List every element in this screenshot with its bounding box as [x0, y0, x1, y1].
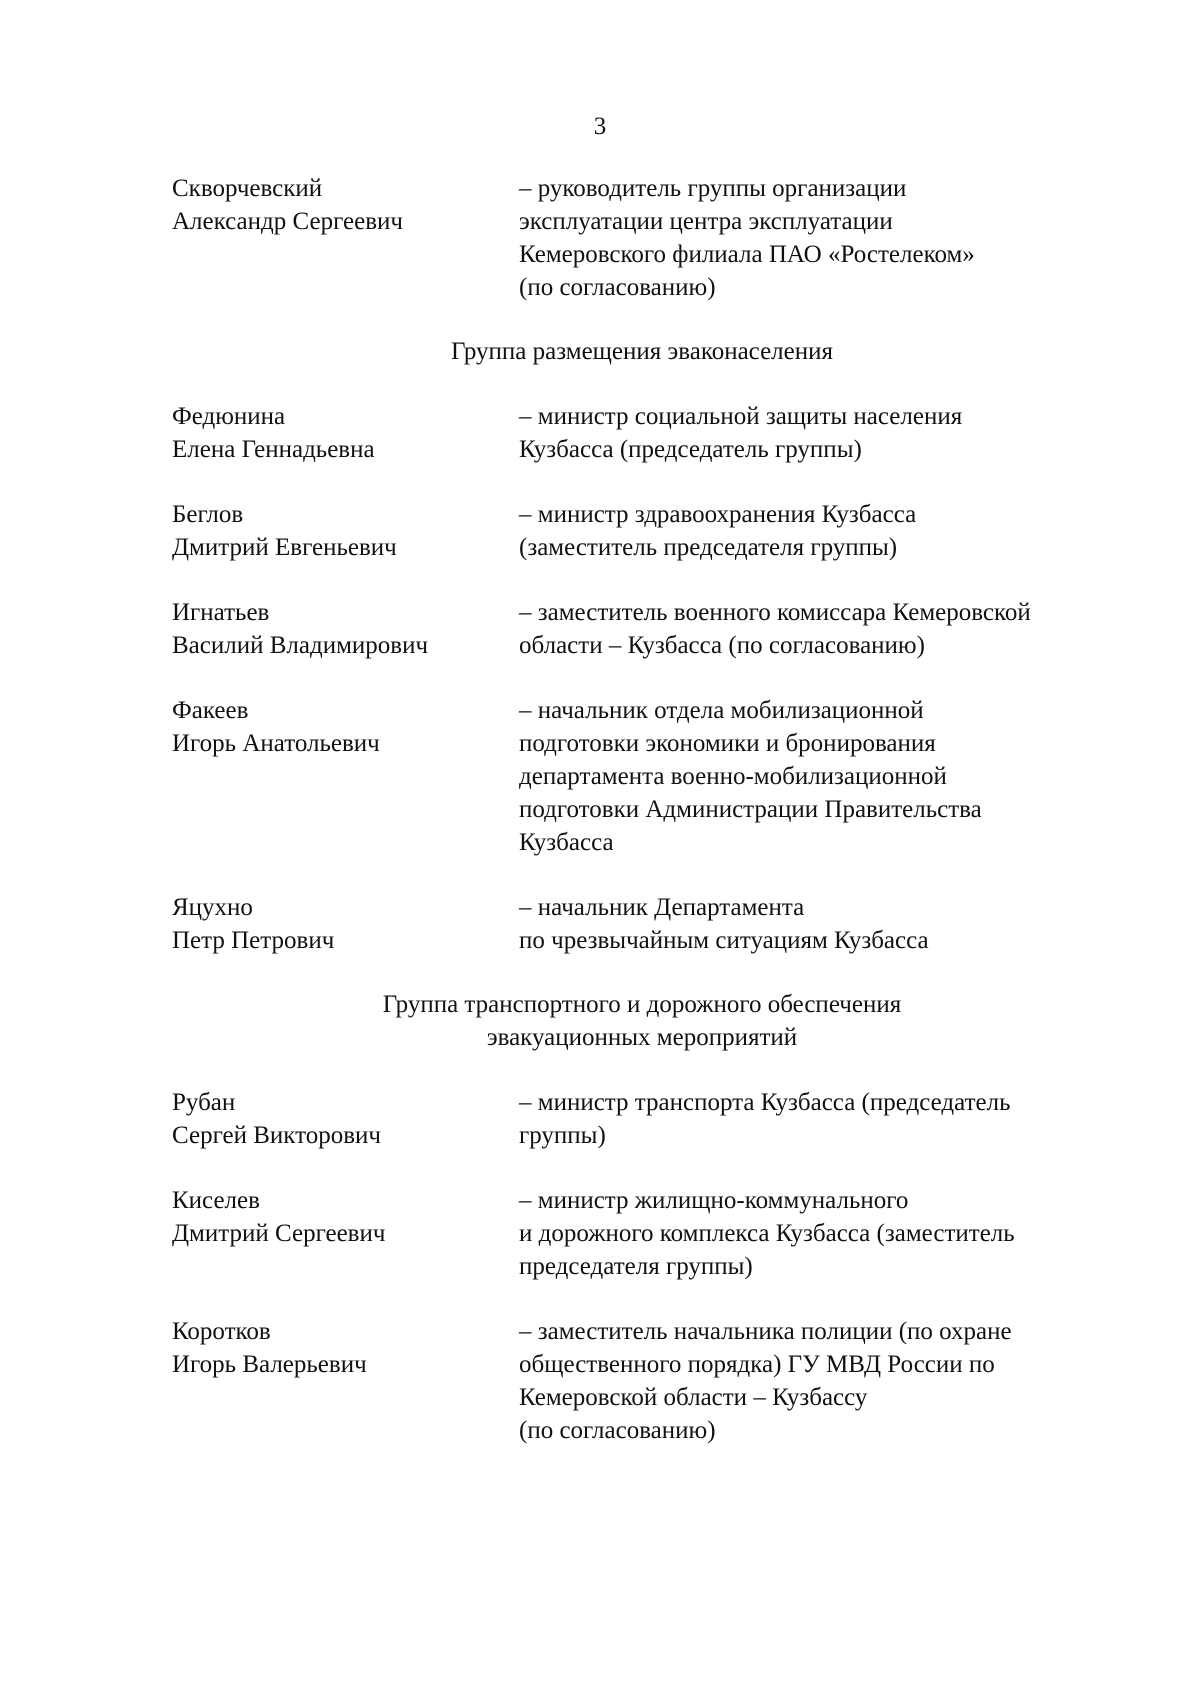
member-position [519, 172, 1112, 304]
member-entry [172, 1086, 1112, 1152]
member-given-names: Дмитрий Сергеевич [172, 1220, 386, 1247]
position-line: Кемеровского филиала ПАО «Ростелеком» [519, 241, 975, 268]
member-entry [172, 694, 1112, 859]
position-line: области – Кузбасса (по согласованию) [519, 632, 925, 659]
member-given-names: Елена Геннадьевна [172, 436, 375, 463]
member-entry [172, 1315, 1112, 1447]
document-body [172, 172, 1112, 1447]
member-given-names: Дмитрий Евгеньевич [172, 534, 397, 561]
position-line: – начальник отдела мобилизационной [519, 697, 924, 724]
member-name [172, 596, 519, 662]
member-name [172, 1184, 519, 1250]
position-line: – заместитель военного комиссара Кемеровской [519, 599, 1031, 626]
member-surname: Киселев [172, 1187, 260, 1214]
position-line: подготовки Администрации Правительства [519, 796, 982, 823]
position-line: Кузбасса (председатель группы) [519, 436, 862, 463]
member-name [172, 891, 519, 957]
member-given-names: Сергей Викторович [172, 1122, 381, 1149]
member-entry [172, 498, 1112, 564]
member-surname: Беглов [172, 501, 244, 528]
group-title-line: Группа размещения эваконаселения [450, 338, 834, 365]
member-surname: Факеев [172, 697, 249, 724]
member-position [519, 596, 1112, 662]
position-line: – министр социальной защиты населения [519, 403, 963, 430]
member-position [519, 1184, 1112, 1283]
position-line: Кузбасса [519, 829, 614, 856]
member-entry [172, 891, 1112, 957]
member-position [519, 891, 1112, 957]
group-title [172, 988, 1112, 1054]
member-name [172, 1086, 519, 1152]
member-given-names: Игорь Анатольевич [172, 730, 380, 757]
member-surname: Яцухно [172, 894, 253, 921]
member-position [519, 498, 1112, 564]
member-position [519, 1315, 1112, 1447]
position-line: и дорожного комплекса Кузбасса (заместитель [519, 1220, 1015, 1247]
member-surname: Коротков [172, 1318, 271, 1345]
page-number: 3 [593, 113, 607, 140]
position-line: – министр здравоохранения Кузбасса [519, 501, 917, 528]
position-line: (заместитель председателя группы) [519, 534, 898, 561]
position-line: общественного порядка) ГУ МВД России по [519, 1351, 995, 1378]
position-line: – заместитель начальника полиции (по охране [519, 1318, 1012, 1345]
position-line: Кемеровской области – Кузбассу [519, 1384, 868, 1411]
member-given-names: Александр Сергеевич [172, 208, 403, 235]
group-title-line: Группа транспортного и дорожного обеспечения [382, 991, 902, 1018]
member-name [172, 172, 519, 238]
member-given-names: Василий Владимирович [172, 632, 429, 659]
position-line: департамента военно-мобилизационной [519, 763, 947, 790]
member-name [172, 498, 519, 564]
position-line: (по согласованию) [519, 1417, 716, 1444]
position-line: (по согласованию) [519, 274, 716, 301]
member-surname: Скворчевский [172, 175, 323, 202]
member-position [519, 400, 1112, 466]
member-position [519, 694, 1112, 859]
position-line: эксплуатации центра эксплуатации [519, 208, 893, 235]
position-line: – руководитель группы организации [519, 175, 907, 202]
member-given-names: Игорь Валерьевич [172, 1351, 367, 1378]
member-entry [172, 172, 1112, 304]
position-line: по чрезвычайным ситуациям Кузбасса [519, 927, 929, 954]
position-line: подготовки экономики и бронирования [519, 730, 936, 757]
position-line: группы) [519, 1122, 606, 1149]
member-entry [172, 596, 1112, 662]
position-line: председателя группы) [519, 1253, 753, 1280]
member-position [519, 1086, 1112, 1152]
member-surname: Рубан [172, 1089, 236, 1116]
member-entry [172, 400, 1112, 466]
position-line: – министр транспорта Кузбасса (председатель [519, 1089, 1011, 1116]
member-entry [172, 1184, 1112, 1283]
position-line: – министр жилищно-коммунального [519, 1187, 909, 1214]
member-surname: Игнатьев [172, 599, 270, 626]
member-name [172, 400, 519, 466]
group-title [172, 335, 1112, 368]
position-line: – начальник Департамента [519, 894, 805, 921]
member-surname: Федюнина [172, 403, 286, 430]
member-given-names: Петр Петрович [172, 927, 335, 954]
member-name [172, 1315, 519, 1381]
member-name [172, 694, 519, 760]
group-title-line: эвакуационных мероприятий [486, 1024, 798, 1051]
